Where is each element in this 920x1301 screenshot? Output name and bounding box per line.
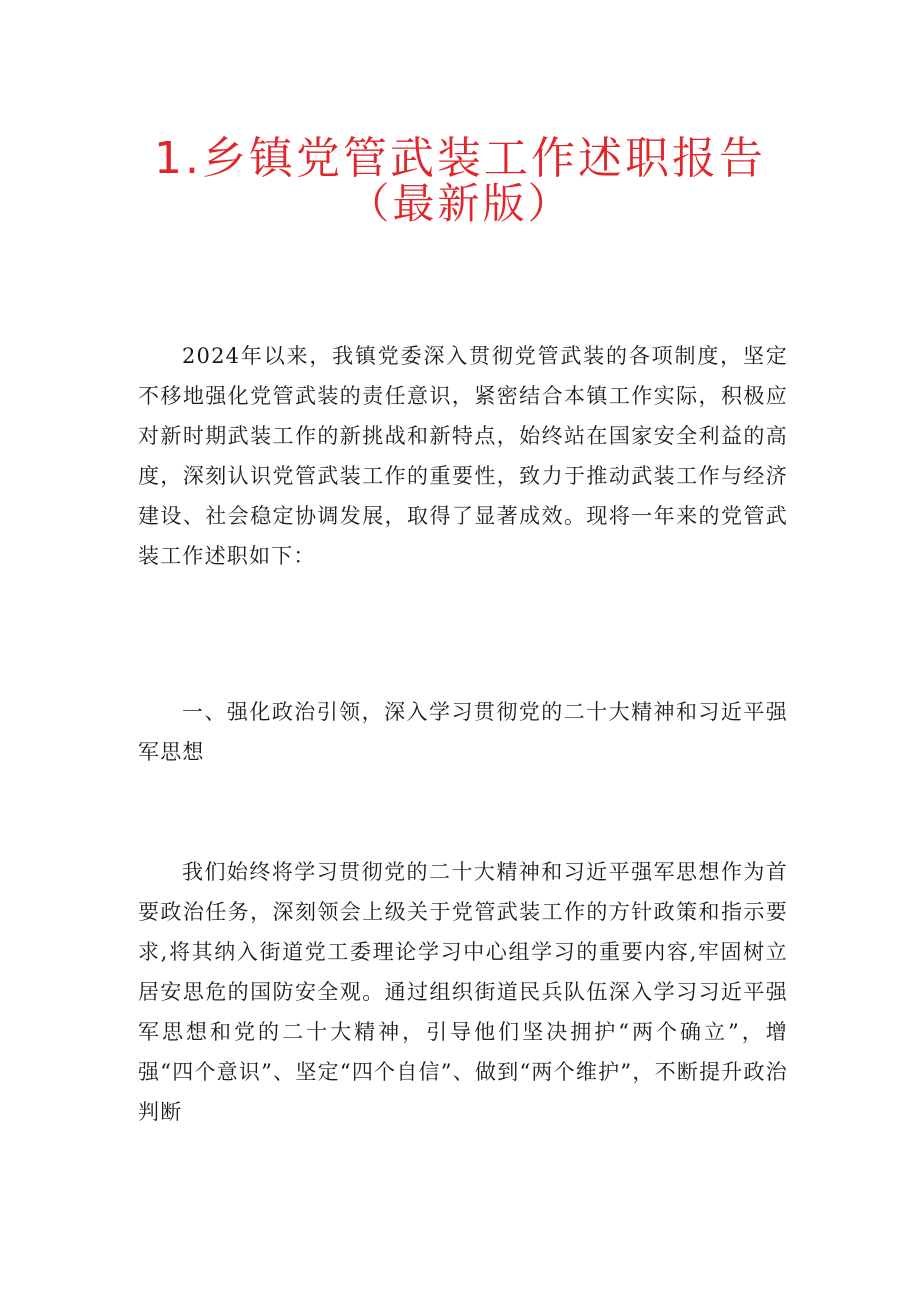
document-title: 1.乡镇党管武装工作述职报告 <box>154 133 766 184</box>
section-1-paragraph: 我们始终将学习贯彻党的二十大精神和习近平强军思想作为首要政治任务，深刻领会上级关于党管武装工作的方针政策和指示要求,将其纳入街道党工委理论学习中心组学习的重要内容,牢固树立居安思危的国防安全观。通过组织街道民兵队伍深入学习习近平强军思想和党的二十大精神，引导他们坚决拥护“两个确立”，增强“四个意识”、坚定“四个自信”、做到“两个维护”，不断提升政治判断 <box>138 860 788 1124</box>
document-subtitle: （最新版） <box>347 179 573 228</box>
intro-paragraph: 2024年以来，我镇党委深入贯彻党管武装的各项制度，坚定不移地强化党管武装的责任意识，紧密结合本镇工作实际，积极应对新时期武装工作的新挑战和新特点，始终站在国家安全利益的高度，深刻认识党管武装工作的重要性，致力于推动武装工作与经济建设、社会稳定协调发展，取得了显著成效。现将一年来的党管武装工作述职如下： <box>138 344 788 568</box>
section-heading-1: 一、强化政治引领，深入学习贯彻党的二十大精神和习近平强军思想 <box>138 700 788 764</box>
